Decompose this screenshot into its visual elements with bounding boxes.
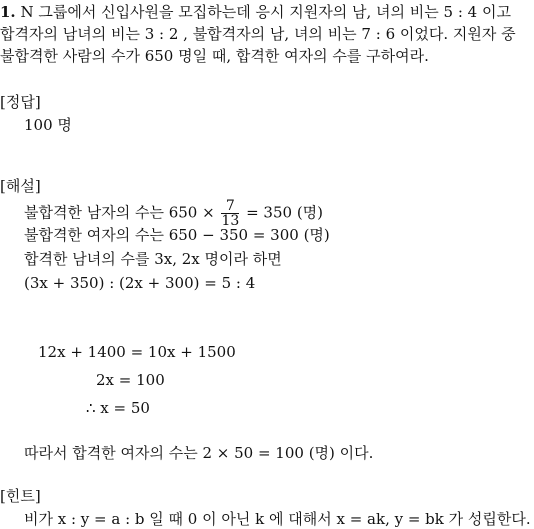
explanation-step-2: 불합격한 여자의 수는 650 − 350 = 300 (명): [24, 226, 330, 244]
explanation-step-3: 합격한 남녀의 수를 3x, 2x 명이라 하면: [24, 250, 282, 268]
problem-line-1: [0, 2, 511, 22]
explanation-heading: [해설]: [0, 177, 41, 195]
explanation-step-4: (3x + 350) : (2x + 300) = 5 : 4: [24, 274, 256, 292]
problem-number: 1.: [0, 3, 16, 21]
fraction-numerator: 7: [221, 199, 239, 214]
conclusion: 따라서 합격한 여자의 수는 2 × 50 = 100 (명) 이다.: [24, 444, 374, 462]
equation-3: ∴ x = 50: [86, 399, 150, 417]
hint-heading: [힌트]: [0, 487, 41, 505]
step-1-post: = 350 (명): [246, 203, 324, 222]
fraction: [221, 199, 239, 228]
problem-line-3: 불합격한 사람의 수가 650 명일 때, 합격한 여자의 수를 구하여라.: [0, 47, 429, 65]
equation-2: 2x = 100: [96, 371, 165, 389]
fraction-denominator: 13: [221, 213, 240, 229]
step-1-pre: 불합격한 남자의 수는 650 ×: [24, 203, 215, 222]
hint-text: 비가 x : y = a : b 일 때 0 이 아닌 k 에 대해서 x = ak, y = bk 가 성립한다.: [24, 510, 531, 528]
problem-text-1: N 그룹에서 신입사원을 모집하는데 응시 지원자의 남, 녀의 비는 5 : 4 이고: [20, 3, 511, 21]
equation-1: 12x + 1400 = 10x + 1500: [38, 343, 236, 361]
explanation-step-1: [24, 199, 323, 228]
problem-line-2: 합격자의 남녀의 비는 3 : 2 , 불합격자의 남, 녀의 비는 7 : 6 이었다. 지원자 중: [0, 25, 516, 43]
answer-value: 100 명: [24, 116, 72, 134]
answer-heading: [정답]: [0, 93, 41, 111]
